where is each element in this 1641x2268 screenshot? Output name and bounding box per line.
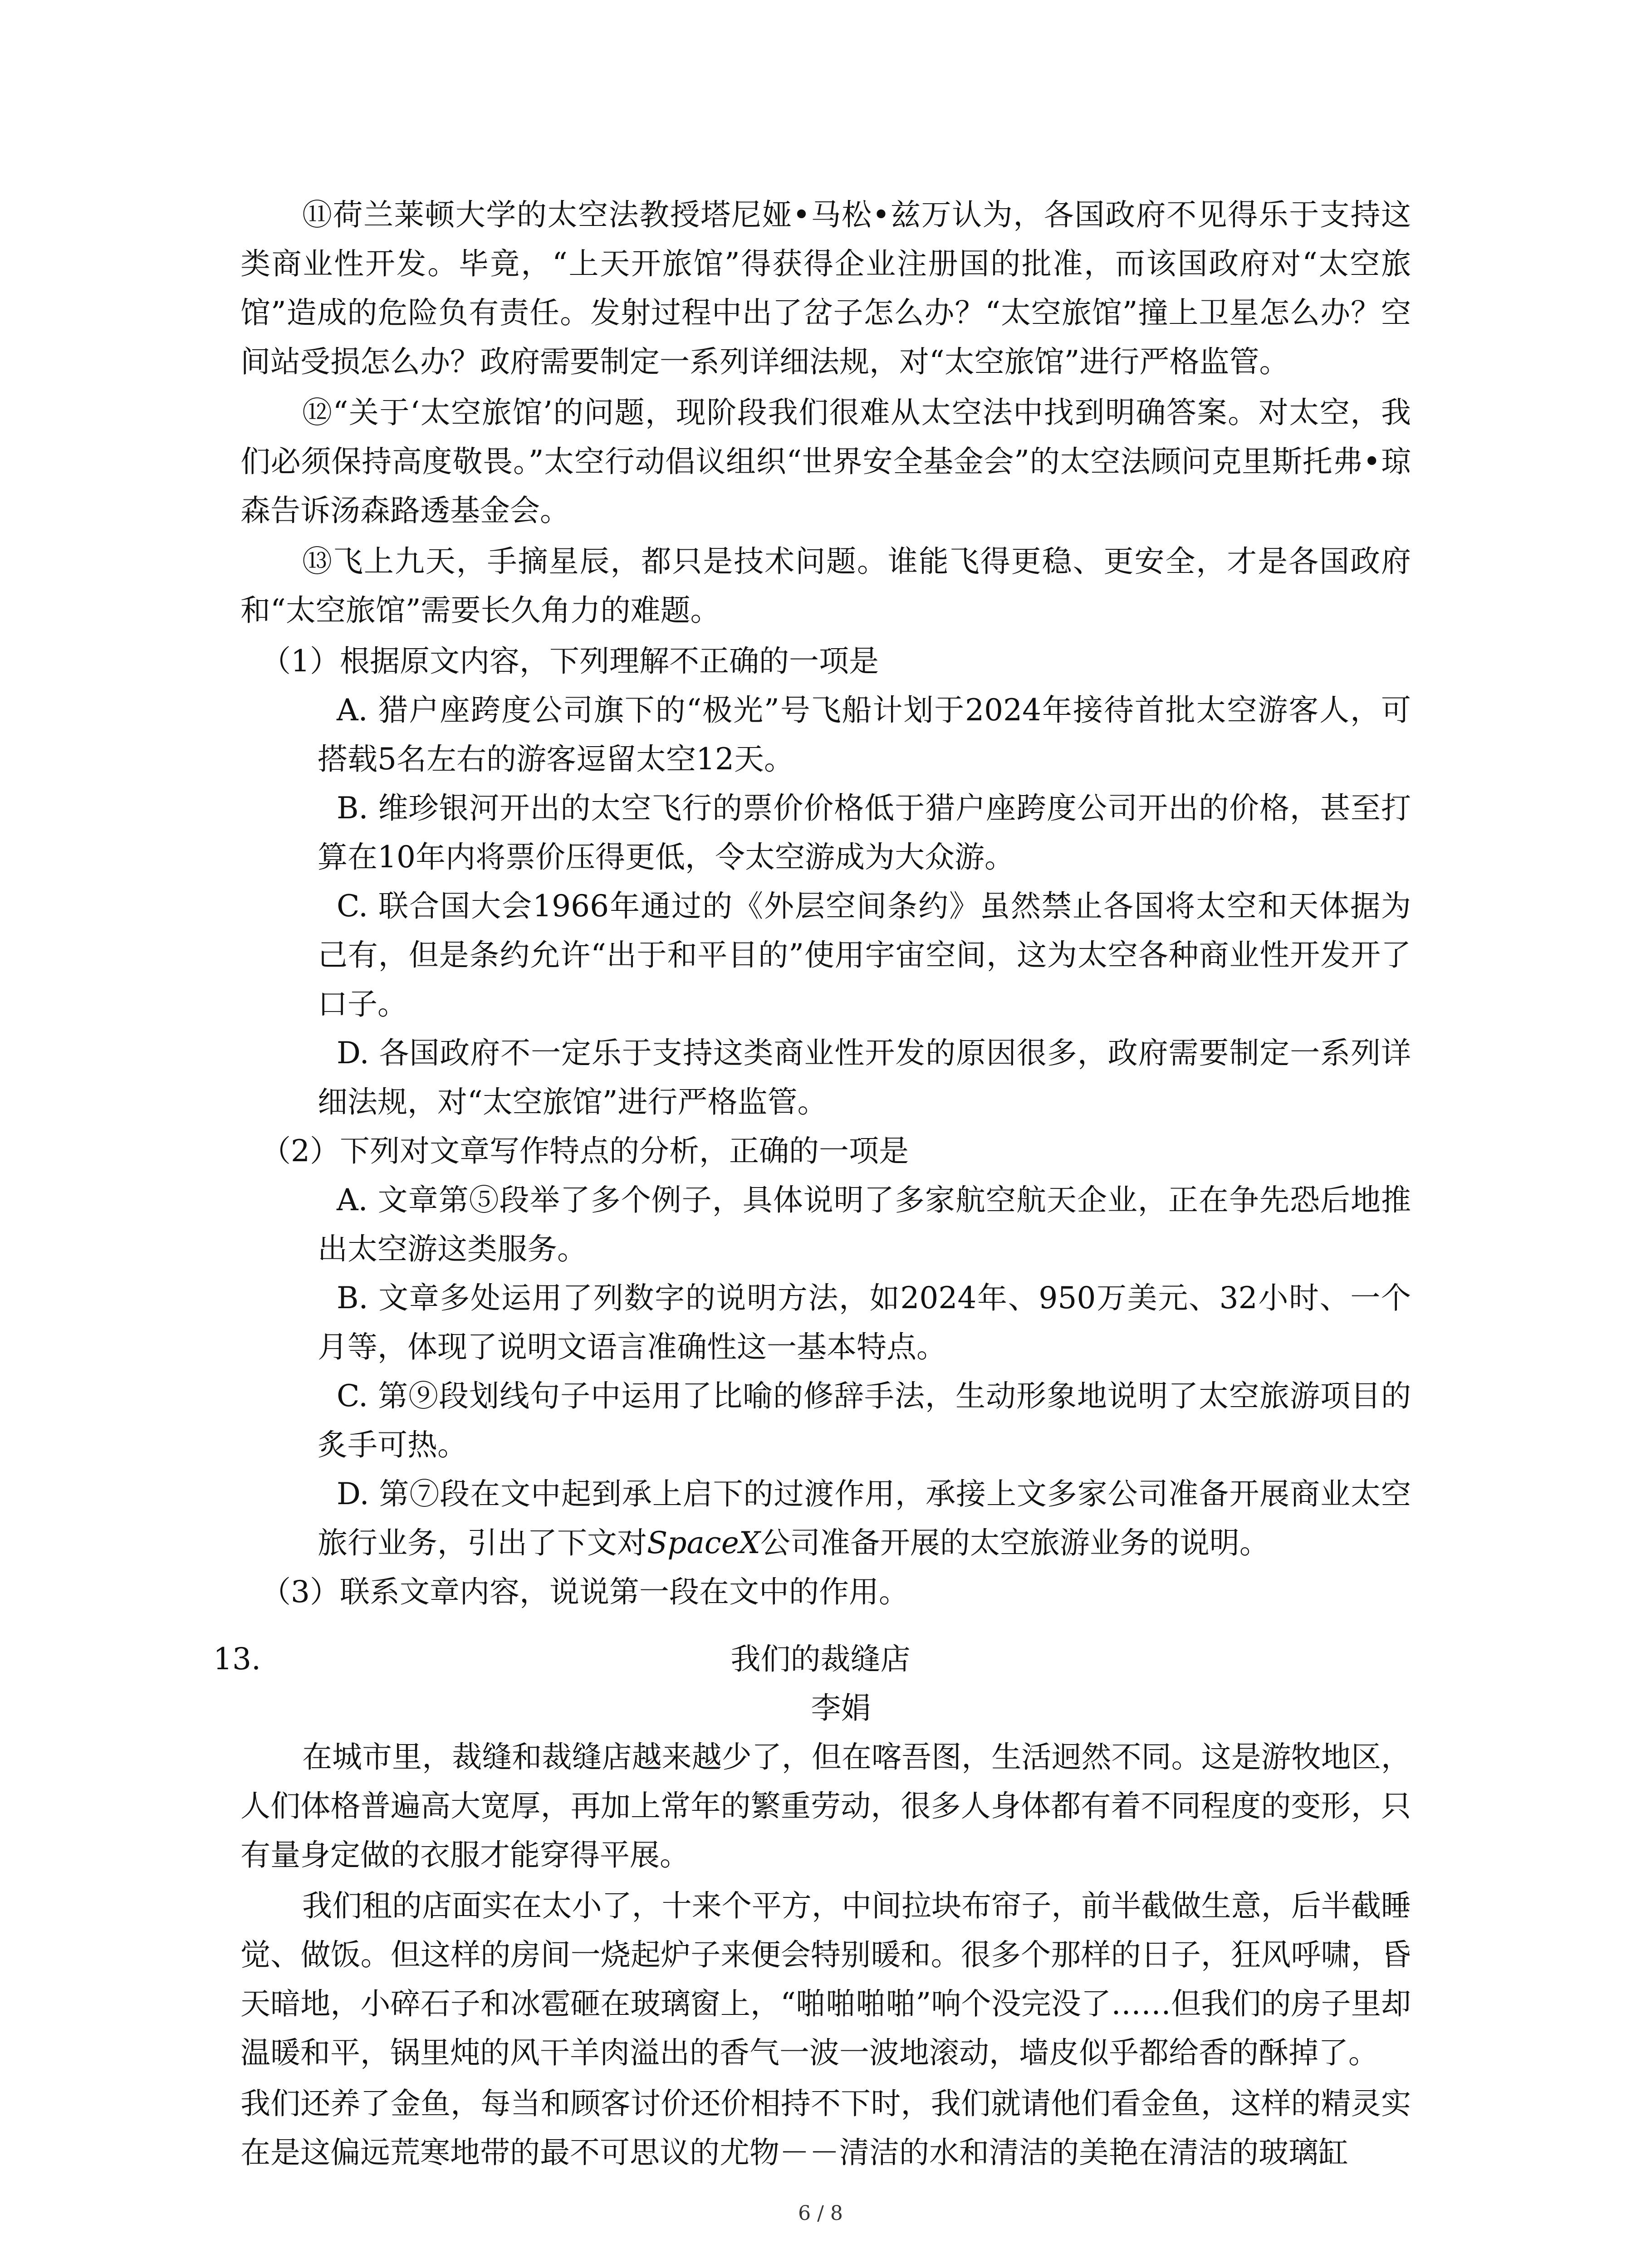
article-author: 李娟: [811, 1691, 871, 1725]
article-title: 我们的裁缝店: [730, 1642, 911, 1677]
question-2-option-b: B. 文章多处运用了列数字的说明方法，如2024年、950万美元、32小时、一个月等，体现了说明文语言准确性这一基本特点。: [318, 1281, 1411, 1364]
option-d-italic-term: SpaceX: [647, 1525, 760, 1560]
question-1-option-b: B. 维珍银河开出的太空飞行的票价价格低于猎户座跨度公司开出的价格，甚至打算在10年内将票价压得更低，令太空游成为大众游。: [318, 791, 1411, 875]
article-paragraph-2: 我们租的店面实在太小了，十来个平方，中间拉块布帘子，前半截做生意，后半截睡觉、做饭。但这样的房间一烧起炉子来便会特别暖和。很多个那样的日子，狂风呼啸，昏天暗地，小碎石子和冰雹砸在玻璃窗上，“啪啪啪啪”响个没完没了……但我们的房子里却温暖和平，锅里炖的风干羊肉溢出的香气一波一波地滚动，墙皮似乎都给香的酥掉了。: [240, 1888, 1411, 2070]
paragraph-13: ⑬飞上九天，手摘星辰，都只是技术问题。谁能飞得更稳、更安全，才是各国政府和“太空旅馆”需要长久角力的难题。: [240, 544, 1411, 628]
question-2-option-a: A. 文章第⑤段举了多个例子，具体说明了多家航空航天企业，正在争先恐后地推出太空游这类服务。: [318, 1183, 1411, 1266]
question-1-stem: （1）根据原文内容，下列理解不正确的一项是: [261, 644, 879, 679]
question-2-option-c: C. 第⑨段划线句子中运用了比喻的修辞手法，生动形象地说明了太空旅游项目的炙手可热。: [318, 1378, 1411, 1462]
option-d-text-before: D. 第⑦段在文中起到承上启下的过渡作用，承接上文多家公司准备开展商业太空旅行业务，引出了下文对: [318, 1476, 1411, 1560]
section-13-header: [0, 1635, 1641, 1684]
page-number: 6 / 8: [798, 2202, 843, 2225]
question-1-option-d: D. 各国政府不一定乐于支持这类商业性开发的原因很多，政府需要制定一系列详细法规，对“太空旅馆”进行严格监管。: [318, 1036, 1411, 1119]
question-2-option-d: [318, 1470, 1411, 1568]
article-paragraph-3: 我们还养了金鱼，每当和顾客讨价还价相持不下时，我们就请他们看金鱼，这样的精灵实在是这偏远荒寒地带的最不可思议的尤物－－清洁的水和清洁的美艳在清洁的玻璃缸: [240, 2086, 1411, 2170]
article-paragraph-1: 在城市里，裁缝和裁缝店越来越少了，但在喀吾图，生活迥然不同。这是游牧地区，人们体格普遍高大宽厚，再加上常年的繁重劳动，很多人身体都有着不同程度的变形，只有量身定做的衣服才能穿得平展。: [240, 1740, 1411, 1872]
paragraph-12: ⑫“关于‘太空旅馆’的问题，现阶段我们很难从太空法中找到明确答案。对太空，我们必须保持高度敬畏。”太空行动倡议组织“世界安全基金会”的太空法顾问克里斯托弗•琼森告诉汤森路透基金会。: [240, 395, 1411, 528]
question-1-option-c: C. 联合国大会1966年通过的《外层空间条约》虽然禁止各国将太空和天体据为己有，但是条约允许“出于和平目的”使用宇宙空间，这为太空各种商业性开发开了口子。: [318, 889, 1411, 1022]
question-3-stem: （3）联系文章内容，说说第一段在文中的作用。: [261, 1574, 909, 1609]
content-block: [0, 191, 1641, 2179]
question-2-stem: （2）下列对文章写作特点的分析，正确的一项是: [261, 1134, 909, 1168]
paragraph-11: ⑪荷兰莱顿大学的太空法教授塔尼娅•马松•兹万认为，各国政府不见得乐于支持这类商业性开发。毕竟，“上天开旅馆”得获得企业注册国的批准，而该国政府对“太空旅馆”造成的危险负有责任。发射过程中出了岔子怎么办？“太空旅馆”撞上卫星怎么办？空间站受损怎么办？政府需要制定一系列详细法规，对“太空旅馆”进行严格监管。: [240, 197, 1411, 379]
question-number: 13.: [213, 1642, 261, 1677]
option-d-text-after: 公司准备开展的太空旅游业务的说明。: [760, 1525, 1269, 1560]
question-1-option-a: A. 猎户座跨度公司旗下的“极光”号飞船计划于2024年接待首批太空游客人，可搭载5名左右的游客逗留太空12天。: [318, 693, 1411, 777]
